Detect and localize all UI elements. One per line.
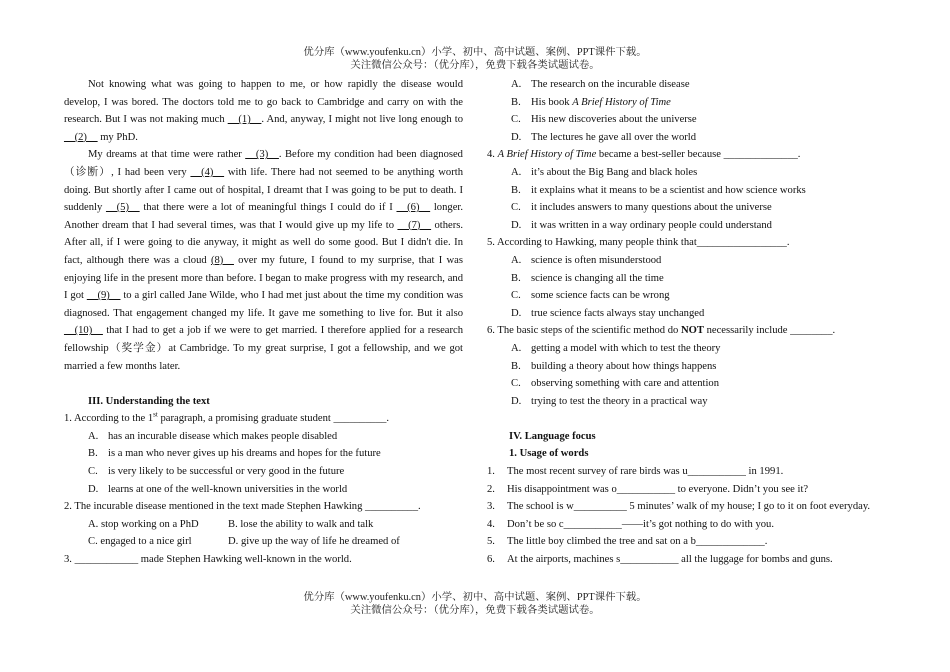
blank-4: __(4)__ [190, 166, 225, 178]
blank-2: __(2)__ [64, 131, 98, 143]
q3-option-d[interactable]: D. The lectures he gave all over the world [511, 131, 697, 143]
q5-option-d[interactable]: D. true science facts always stay unchanged [511, 307, 705, 319]
q6-option-c[interactable]: C. observing something with care and attention [511, 378, 719, 390]
left-column [64, 76, 463, 569]
header-line-2: 关注微信公众号：（优分库），免费下载各类试题试卷。 [350, 59, 600, 71]
footer-line-1: 优分库（www.youfenku.cn）小学、初中、高中试题、案例、PPT课件下载。 [303, 592, 647, 603]
q3-option-b[interactable]: B. His book A Brief History of Time [511, 96, 671, 108]
q3-option-c[interactable]: C. His new discoveries about the universe [511, 114, 697, 126]
q1-option-a[interactable]: A. has an incurable disease which makes people disabled [88, 430, 338, 442]
question-2: 2. The incurable disease mentioned in the text made Stephen Hawking __________. [64, 501, 421, 513]
q2-option-d[interactable]: D. give up the way of life he dreamed of [228, 536, 400, 548]
usage-item-5: 5. The little boy climbed the tree and sat on a b_____________. [487, 536, 768, 548]
header-line-1: 优分库（www.youfenku.cn）小学、初中、高中试题、案例、PPT课件下载。 [303, 47, 647, 58]
q1-option-c[interactable]: C. is very likely to be successful or very good in the future [88, 466, 345, 478]
passage-paragraph-2: My dreams at that time were rather __(3)__. Before my condition had been diagnosed（诊断）, I had been very __(4)__ with life. There had not seemed to be anything worth doing. But shortly after I came out of hospital, I dreamt that I was going to be put to death. I suddenly __(5)__ that there were a lot of meaningful things I could do if I __(6)__ longer. Another dream that I had several times, was that I would give up my life to __(7)__ others. After all, if I were going to die anyway, it might as well do some good. But I didn't die. In fact, although there was a cloud (8)__ over my future, I found to my surprise, that I was enjoying life in the present more than before. I began to make progress with my research, and I got __(9)__ to a girl called Jane Wilde, who I had met just about the time my condition was diagnosed. That engagement changed my life. It gave me something to live for. But it also __(10)__ that I had to get a job if we were to get married. I therefore applied for a research fellowship（奖学金）at Cambridge. To my great surprise, I got a fellowship, and we got married a few months later. [64, 149, 463, 372]
q4-option-a[interactable]: A. it’s about the Big Bang and black holes [511, 166, 698, 178]
page-footer [0, 592, 950, 617]
q3-option-a[interactable]: A. The research on the incurable disease [511, 79, 690, 90]
blank-1: __(1)__ [227, 114, 262, 126]
question-4: 4. A Brief History of Time became a best-seller because ______________. [487, 149, 801, 161]
q5-option-c[interactable]: C. some science facts can be wrong [511, 290, 670, 302]
q4-option-c[interactable]: C. it includes answers to many questions about the universe [511, 202, 772, 214]
q6-option-a[interactable]: A. getting a model with which to test the theory [511, 342, 721, 354]
question-3: 3. ____________ made Stephen Hawking well-known in the world. [64, 554, 352, 566]
q1-option-b[interactable]: B. is a man who never gives up his dreams and hopes for the future [88, 448, 381, 460]
question-6: 6. The basic steps of the scientific method do NOT necessarily include ________. [487, 325, 836, 337]
usage-item-6: 6. At the airports, machines s___________ all the luggage for bombs and guns. [487, 554, 833, 566]
q5-option-a[interactable]: A. science is often misunderstood [511, 254, 662, 266]
blank-8: (8)__ [210, 254, 234, 266]
q2-option-a[interactable]: A. stop working on a PhD [88, 518, 199, 530]
q2-options-row-1 [64, 516, 463, 534]
passage-paragraph-1: Not knowing what was going to happen to me, or how rapidly the disease would develop, I was bored. The doctors told me to go back to Cambridge and carry on with the research. But I was not making much __(1)__. And, anyway, I might not live long enough to __(2)__ my PhD. [64, 79, 463, 143]
q2-option-b[interactable]: B. lose the ability to walk and talk [228, 518, 374, 530]
footer-line-2: 关注微信公众号：（优分库），免费下载各类试题试卷。 [350, 604, 600, 616]
blank-9: __(9)__ [86, 290, 121, 302]
section-title-language-focus: IV. Language focus [509, 430, 596, 442]
usage-item-2: 2. His disappointment was o___________ to everyone. Didn’t you see it? [487, 483, 809, 495]
q2-options-row-2 [64, 533, 463, 551]
q4-option-d[interactable]: D. it was written in a way ordinary people could understand [511, 219, 772, 231]
blank-5: __(5)__ [106, 202, 140, 214]
section-title-understanding: III. Understanding the text [88, 395, 210, 407]
q2-option-c[interactable]: C. engaged to a nice girl [88, 536, 192, 548]
usage-item-3: 3. The school is w__________ 5 minutes’ walk of my house; I go to it on foot everyday. [487, 501, 871, 513]
subsection-title-usage: 1. Usage of words [509, 448, 589, 460]
blank-3: __(3)__ [245, 149, 279, 161]
blank-7: __(7)__ [397, 219, 432, 231]
right-column [487, 76, 887, 569]
usage-item-1: 1. The most recent survey of rare birds was u___________ in 1991. [487, 466, 784, 478]
blank-6: __(6)__ [396, 202, 431, 214]
q6-option-b[interactable]: B. building a theory about how things happens [511, 360, 717, 372]
question-1: 1. According to the 1st paragraph, a promising graduate student __________. [64, 410, 390, 425]
q4-option-b[interactable]: B. it explains what it means to be a scientist and how science works [511, 184, 806, 196]
q5-option-b[interactable]: B. science is changing all the time [511, 272, 664, 284]
q1-option-d[interactable]: D. learns at one of the well-known universities in the world [88, 483, 348, 495]
q6-option-d[interactable]: D. trying to test the theory in a practical way [511, 395, 708, 407]
page-header [0, 47, 950, 72]
usage-item-4: 4. Don’t be so c___________——it’s got nothing to do with you. [487, 518, 775, 530]
question-5: 5. According to Hawking, many people think that_________________. [487, 237, 790, 249]
blank-10: __(10)__ [64, 325, 103, 337]
